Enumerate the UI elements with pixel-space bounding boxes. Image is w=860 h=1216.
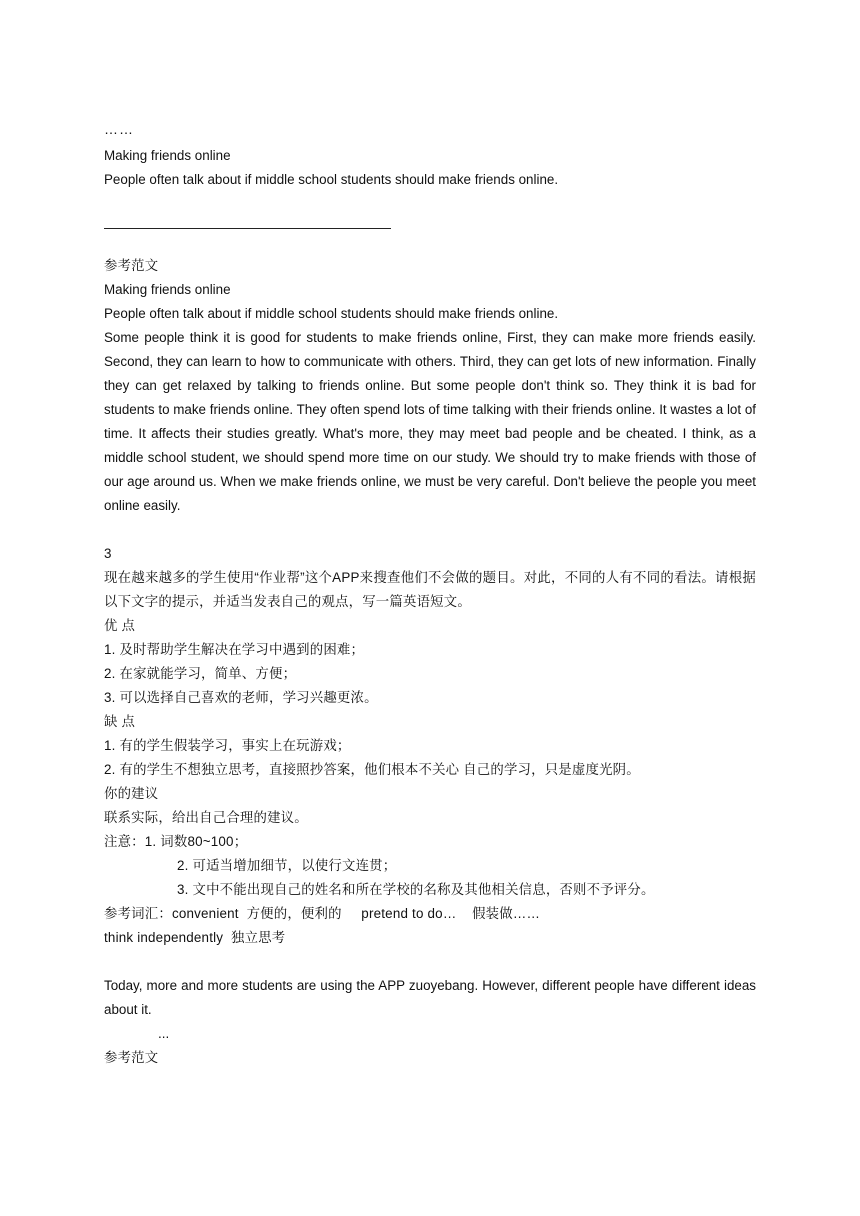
question-number: 3: [104, 546, 112, 561]
note-item: 3. 文中不能出现自己的姓名和所在学校的名称及其他相关信息，否则不予评分。: [177, 882, 655, 897]
section1-title: Making friends online: [104, 148, 231, 163]
note-item: 2. 可适当增加细节，以使行文连贯；: [177, 858, 397, 873]
model-title: Making friends online: [104, 282, 231, 297]
vocab-line: 参考词汇：convenient 方便的，便利的 pretend to do… 假装做……: [104, 906, 541, 921]
pros-heading: 优 点: [104, 618, 136, 633]
pros-item: 2. 在家就能学习，简单、方便；: [104, 666, 297, 681]
suggest-heading: 你的建议: [104, 786, 159, 801]
model-essay-body: Some people think it is good for students to make friends online, First, they can make more friends easily. Second, they can learn to how to communicate with others. Third, they can get lots of new information. Finally they can get relaxed by talking to friends online. But some people don't think so. They think it is bad for students to make friends online. They often spend lots of time talking with their friends online. It wastes a lot of time. It affects their studies greatly. What's more, they may meet bad people and be cheated. I think, as a middle school student, we should spend more time on our study. We should try to make friends with those of our age around us. When we make friends online, we must be very careful. Don't believe the people you meet online easily.: [104, 330, 756, 513]
cons-item: 1. 有的学生假装学习，事实上在玩游戏；: [104, 738, 351, 753]
vocab-line: think independently 独立思考: [104, 930, 286, 945]
cons-heading: 缺 点: [104, 714, 136, 729]
continuation-dots: ...: [158, 1026, 170, 1041]
pros-item: 3. 可以选择自己喜欢的老师，学习兴趣更浓。: [104, 690, 378, 705]
note-item: 注意：1. 词数80~100；: [104, 834, 248, 849]
section1-prompt: People often talk about if middle school students should make friends online.: [104, 172, 559, 187]
essay-opening: Today, more and more students are using the APP zuoyebang. However, different people have different ideas about it.: [104, 978, 756, 1017]
model-intro: People often talk about if middle school students should make friends online.: [104, 306, 559, 321]
question-intro: 现在越来越多的学生使用“作业帮”这个APP来搜查他们不会做的题目。对此，不同的人有不同的看法。请根据以下文字的提示，并适当发表自己的观点，写一篇英语短文。: [104, 570, 756, 609]
model-heading-2: 参考范文: [104, 1050, 159, 1065]
pros-item: 1. 及时帮助学生解决在学习中遇到的困难；: [104, 642, 365, 657]
cons-item: 2. 有的学生不想独立思考，直接照抄答案，他们根本不关心 自己的学习，只是虚度光阴。: [104, 762, 640, 777]
suggest-text: 联系实际，给出自己合理的建议。: [104, 810, 308, 825]
document-page: [104, 114, 756, 1070]
model-heading: 参考范文: [104, 258, 159, 273]
top-ellipsis: ……: [104, 121, 134, 137]
